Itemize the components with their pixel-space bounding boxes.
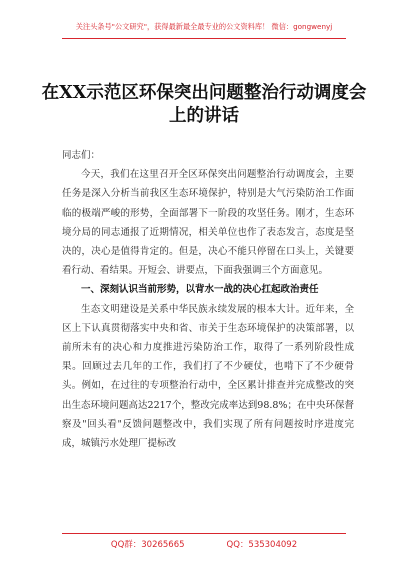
- document-title: 在XX示范区环保突出问题整治行动调度会上的讲话: [41, 83, 367, 126]
- header-divider: [62, 38, 346, 39]
- footer-divider: [62, 533, 346, 534]
- footer-qq-group: QQ群：30265665: [110, 540, 185, 550]
- footer-qq: QQ：535304092: [226, 540, 298, 550]
- document-body: [62, 146, 354, 453]
- footer: [0, 538, 408, 550]
- section-heading-1: 一、深刻认识当前形势，以背水一战的决心扛起政治责任: [81, 284, 319, 296]
- salutation: 同志们：: [62, 150, 101, 161]
- paragraph-intro: 今天，我们在这里召开全区环保突出问题整治行动调度会，主要任务是深入分析当前我区生态环境保护，特别是大气污染防治工作面临的极端严峻的形势，全面部署下一阶段的攻坚任务。刚才，生态环境分局的同志通报了近期情况，相关单位也作了表态发言，态度是坚决的，决心是值得肯定的。但是，决心不能只停留在口头上，关键要看行动、看结果。开短会、讲要点，下面我强调三个方面意见。: [62, 169, 354, 277]
- paragraph-section1: 生态文明建设是关系中华民族永续发展的根本大计。近年来，全区上下认真贯彻落实中央和省、市关于生态环境保护的决策部署，以前所未有的决心和力度推进污染防治工作，取得了一系列阶段性成果。回顾过去几年的工作，我们打了不少硬仗，也啃下了不少硬骨头。例如，在过往的专项整治行动中，全区累计排查并完成整改的突出生态环境问题高达2217个，整改完成率达到98.8%；在中央环保督察及"回头看"反馈问题整改中，我们实现了所有问题按时序进度完成，城镇污水处理厂提标改: [62, 303, 354, 450]
- header-banner: 关注头条号"公文研究"，获得最新最全最专业的公文资料库！ 微信：gongwenyj: [75, 22, 333, 31]
